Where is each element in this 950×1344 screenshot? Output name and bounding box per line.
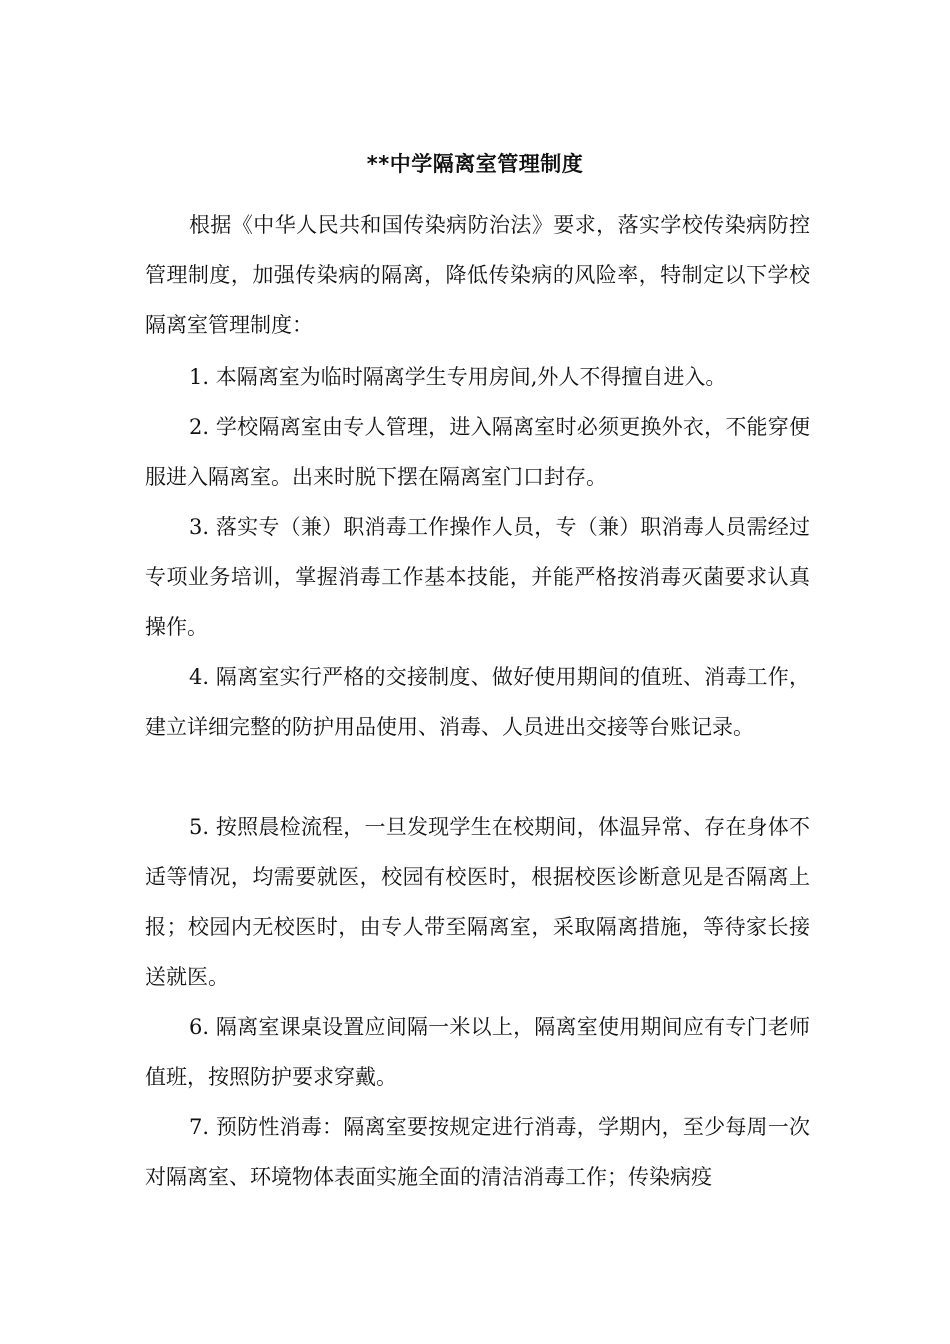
paragraph-rule-3: 3. 落实专（兼）职消毒工作操作人员，专（兼）职消毒人员需经过专项业务培训，掌握消毒工作基本技能，并能严格按消毒灭菌要求认真操作。 (145, 515, 810, 639)
document-title: **中学隔离室管理制度 (366, 152, 584, 176)
paragraph-rule-1: 1. 本隔离室为临时隔离学生专用房间,外人不得擅自进入。 (189, 365, 727, 389)
paragraph-rule-4: 4. 隔离室实行严格的交接制度、做好使用期间的值班、消毒工作，建立详细完整的防护用品使用、消毒、人员进出交接等台账记录。 (145, 665, 810, 739)
paragraph-rule-7: 7. 预防性消毒：隔离室要按规定进行消毒，学期内，至少每周一次对隔离室、环境物体表面实施全面的清洁消毒工作；传染病疫 (145, 1115, 810, 1189)
paragraph-intro: 根据《中华人民共和国传染病防治法》要求，落实学校传染病防控管理制度，加强传染病的隔离，降低传染病的风险率，特制定以下学校隔离室管理制度： (145, 213, 810, 337)
paragraph-rule-6: 6. 隔离室课桌设置应间隔一米以上，隔离室使用期间应有专门老师值班，按照防护要求穿戴。 (145, 1015, 810, 1089)
paragraph-rule-5: 5. 按照晨检流程，一旦发现学生在校期间，体温异常、存在身体不适等情况，均需要就医，校园有校医时，根据校医诊断意见是否隔离上报；校园内无校医时，由专人带至隔离室，采取隔离措施，等待家长接送就医。 (145, 815, 810, 989)
paragraph-rule-2: 2. 学校隔离室由专人管理，进入隔离室时必须更换外衣，不能穿便服进入隔离室。出来时脱下摆在隔离室门口封存。 (145, 415, 810, 489)
